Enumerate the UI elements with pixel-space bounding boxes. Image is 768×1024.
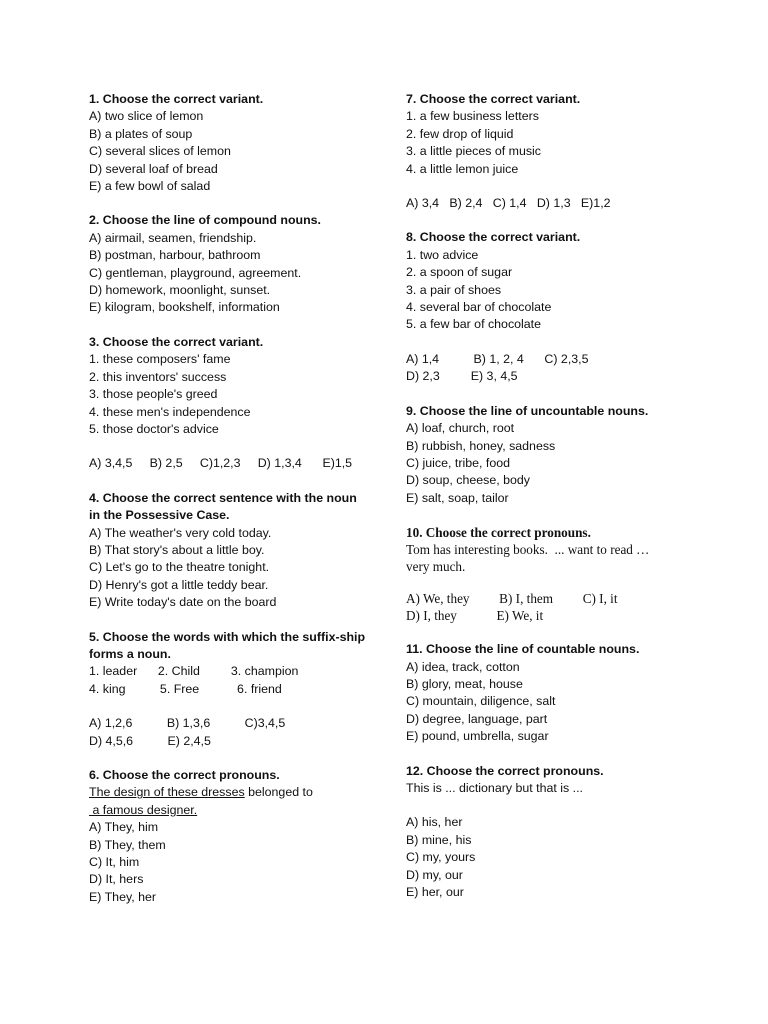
answer-choices-2: D) 4,5,6 E) 2,4,5 xyxy=(89,733,211,748)
question-title: 10. Choose the correct pronouns. xyxy=(406,525,591,541)
option-d: D) homework, moonlight, sunset. xyxy=(89,283,271,298)
option-e: E) pound, umbrella, sugar xyxy=(406,729,549,744)
item-5: 5. a few bar of chocolate xyxy=(406,317,542,332)
answer-choices-1: A) 1,4 B) 1, 2, 4 C) 2,3,5 xyxy=(406,351,589,366)
option-a: A) airmail, seamen, friendship. xyxy=(89,230,257,245)
sentence: This is ... dictionary but that is ... xyxy=(406,780,583,795)
item-3: 3. a pair of shoes xyxy=(406,282,502,297)
question-1 xyxy=(89,91,379,195)
underlined-phrase: The design of these dresses xyxy=(89,785,245,800)
option-b: B) That story's about a little boy. xyxy=(89,542,265,557)
item-1: 1. two advice xyxy=(406,247,479,262)
question-7 xyxy=(406,91,706,212)
option-e: E) her, our xyxy=(406,885,464,899)
option-a: A) his, her xyxy=(406,815,463,830)
item-2: 2. few drop of liquid xyxy=(406,126,514,141)
question-title: 11. Choose the line of countable nouns. xyxy=(406,642,640,657)
option-a: A) They, him xyxy=(89,820,159,835)
word-list-1: 1. leader 2. Child 3. champion xyxy=(89,664,299,679)
question-10 xyxy=(406,524,706,624)
option-d: D) soup, cheese, body xyxy=(406,473,530,488)
item-4: 4. these men's independence xyxy=(89,404,251,419)
option-d: D) It, hers xyxy=(89,872,144,887)
option-c: C) gentleman, playground, agreement. xyxy=(89,265,302,280)
right-column xyxy=(406,91,706,901)
question-title: 1. Choose the correct variant. xyxy=(89,92,264,106)
word-list-2: 4. king 5. Free 6. friend xyxy=(89,681,282,696)
option-d: D) Henry's got a little teddy bear. xyxy=(89,577,269,592)
answer-choices: A) 3,4,5 B) 2,5 C)1,2,3 D) 1,3,4 E)1,5 xyxy=(89,456,353,471)
question-6 xyxy=(89,767,379,906)
question-title-line-2: forms a noun. xyxy=(89,646,171,661)
question-5 xyxy=(89,629,379,750)
question-4 xyxy=(89,490,379,612)
item-3: 3. a little pieces of music xyxy=(406,144,541,159)
option-b: B) mine, his xyxy=(406,832,472,847)
option-d: D) my, our xyxy=(406,867,463,882)
question-11 xyxy=(406,641,706,745)
option-b: B) postman, harbour, bathroom xyxy=(89,248,261,263)
option-a: A) loaf, church, root xyxy=(406,421,515,436)
option-e: E) salt, soap, tailor xyxy=(406,490,509,505)
answer-choices: A) 3,4 B) 2,4 C) 1,4 D) 1,3 E)1,2 xyxy=(406,196,611,211)
answer-choices-2: D) 2,3 E) 3, 4,5 xyxy=(406,369,518,384)
option-c: C) It, him xyxy=(89,855,140,870)
question-title: 12. Choose the correct pronouns. xyxy=(406,763,604,778)
option-d: D) degree, language, part xyxy=(406,711,548,726)
answer-choices-1: A) 1,2,6 B) 1,3,6 C)3,4,5 xyxy=(89,716,286,731)
option-e: E) They, her xyxy=(89,889,157,904)
question-title: 8. Choose the correct variant. xyxy=(406,230,581,245)
option-b: B) rubbish, honey, sadness xyxy=(406,438,556,453)
option-a: A) idea, track, cotton xyxy=(406,659,520,674)
item-4: 4. a little lemon juice xyxy=(406,161,519,176)
question-title: 2. Choose the line of compound nouns. xyxy=(89,213,321,228)
question-3 xyxy=(89,334,379,473)
option-b: B) a plates of soup xyxy=(89,126,193,141)
option-e: E) Write today's date on the board xyxy=(89,595,277,610)
option-c: C) my, yours xyxy=(406,850,476,865)
answer-choices-1: A) We, they B) I, them C) I, it xyxy=(406,591,618,607)
option-c: C) mountain, diligence, salt xyxy=(406,694,556,709)
sentence-line-1: Tom has interesting books. ... want to read … xyxy=(406,542,650,558)
sentence-line-2 xyxy=(89,802,379,819)
question-9 xyxy=(406,403,706,507)
item-5: 5. those doctor's advice xyxy=(89,421,219,436)
question-title: 6. Choose the correct pronouns. xyxy=(89,768,280,782)
question-title-line-1: 5. Choose the words with which the suffix-ship xyxy=(89,629,366,644)
item-2: 2. this inventors' success xyxy=(89,369,227,384)
item-1: 1. a few business letters xyxy=(406,109,539,124)
option-e: E) a few bowl of salad xyxy=(89,179,211,194)
option-c: C) juice, tribe, food xyxy=(406,455,510,470)
question-title: 7. Choose the correct variant. xyxy=(406,92,581,106)
question-title: 3. Choose the correct variant. xyxy=(89,334,264,349)
left-column xyxy=(89,91,379,906)
question-2 xyxy=(89,212,379,316)
option-b: B) glory, meat, house xyxy=(406,676,523,691)
sentence-line-2: very much. xyxy=(406,559,466,575)
option-a: A) The weather's very cold today. xyxy=(89,525,272,540)
question-12 xyxy=(406,763,706,902)
question-title-line-2: in the Possessive Case. xyxy=(89,508,230,523)
option-c: C) several slices of lemon xyxy=(89,144,231,159)
item-1: 1. these composers' fame xyxy=(89,352,231,367)
question-title: 9. Choose the line of uncountable nouns. xyxy=(406,403,649,418)
answer-choices-2: D) I, they E) We, it xyxy=(406,608,544,624)
question-8 xyxy=(406,229,706,385)
sentence-line-1 xyxy=(89,784,379,801)
item-3: 3. those people's greed xyxy=(89,387,218,402)
option-e: E) kilogram, bookshelf, information xyxy=(89,300,280,315)
question-title-line-1: 4. Choose the correct sentence with the noun xyxy=(89,490,357,505)
option-c: C) Let's go to the theatre tonight. xyxy=(89,560,270,575)
item-2: 2. a spoon of sugar xyxy=(406,265,513,280)
option-a: A) two slice of lemon xyxy=(89,109,204,124)
sentence-text: belonged to xyxy=(244,785,313,800)
option-d: D) several loaf of bread xyxy=(89,161,218,176)
item-4: 4. several bar of chocolate xyxy=(406,300,552,315)
underlined-phrase: a famous designer. xyxy=(89,802,198,817)
option-b: B) They, them xyxy=(89,837,166,852)
